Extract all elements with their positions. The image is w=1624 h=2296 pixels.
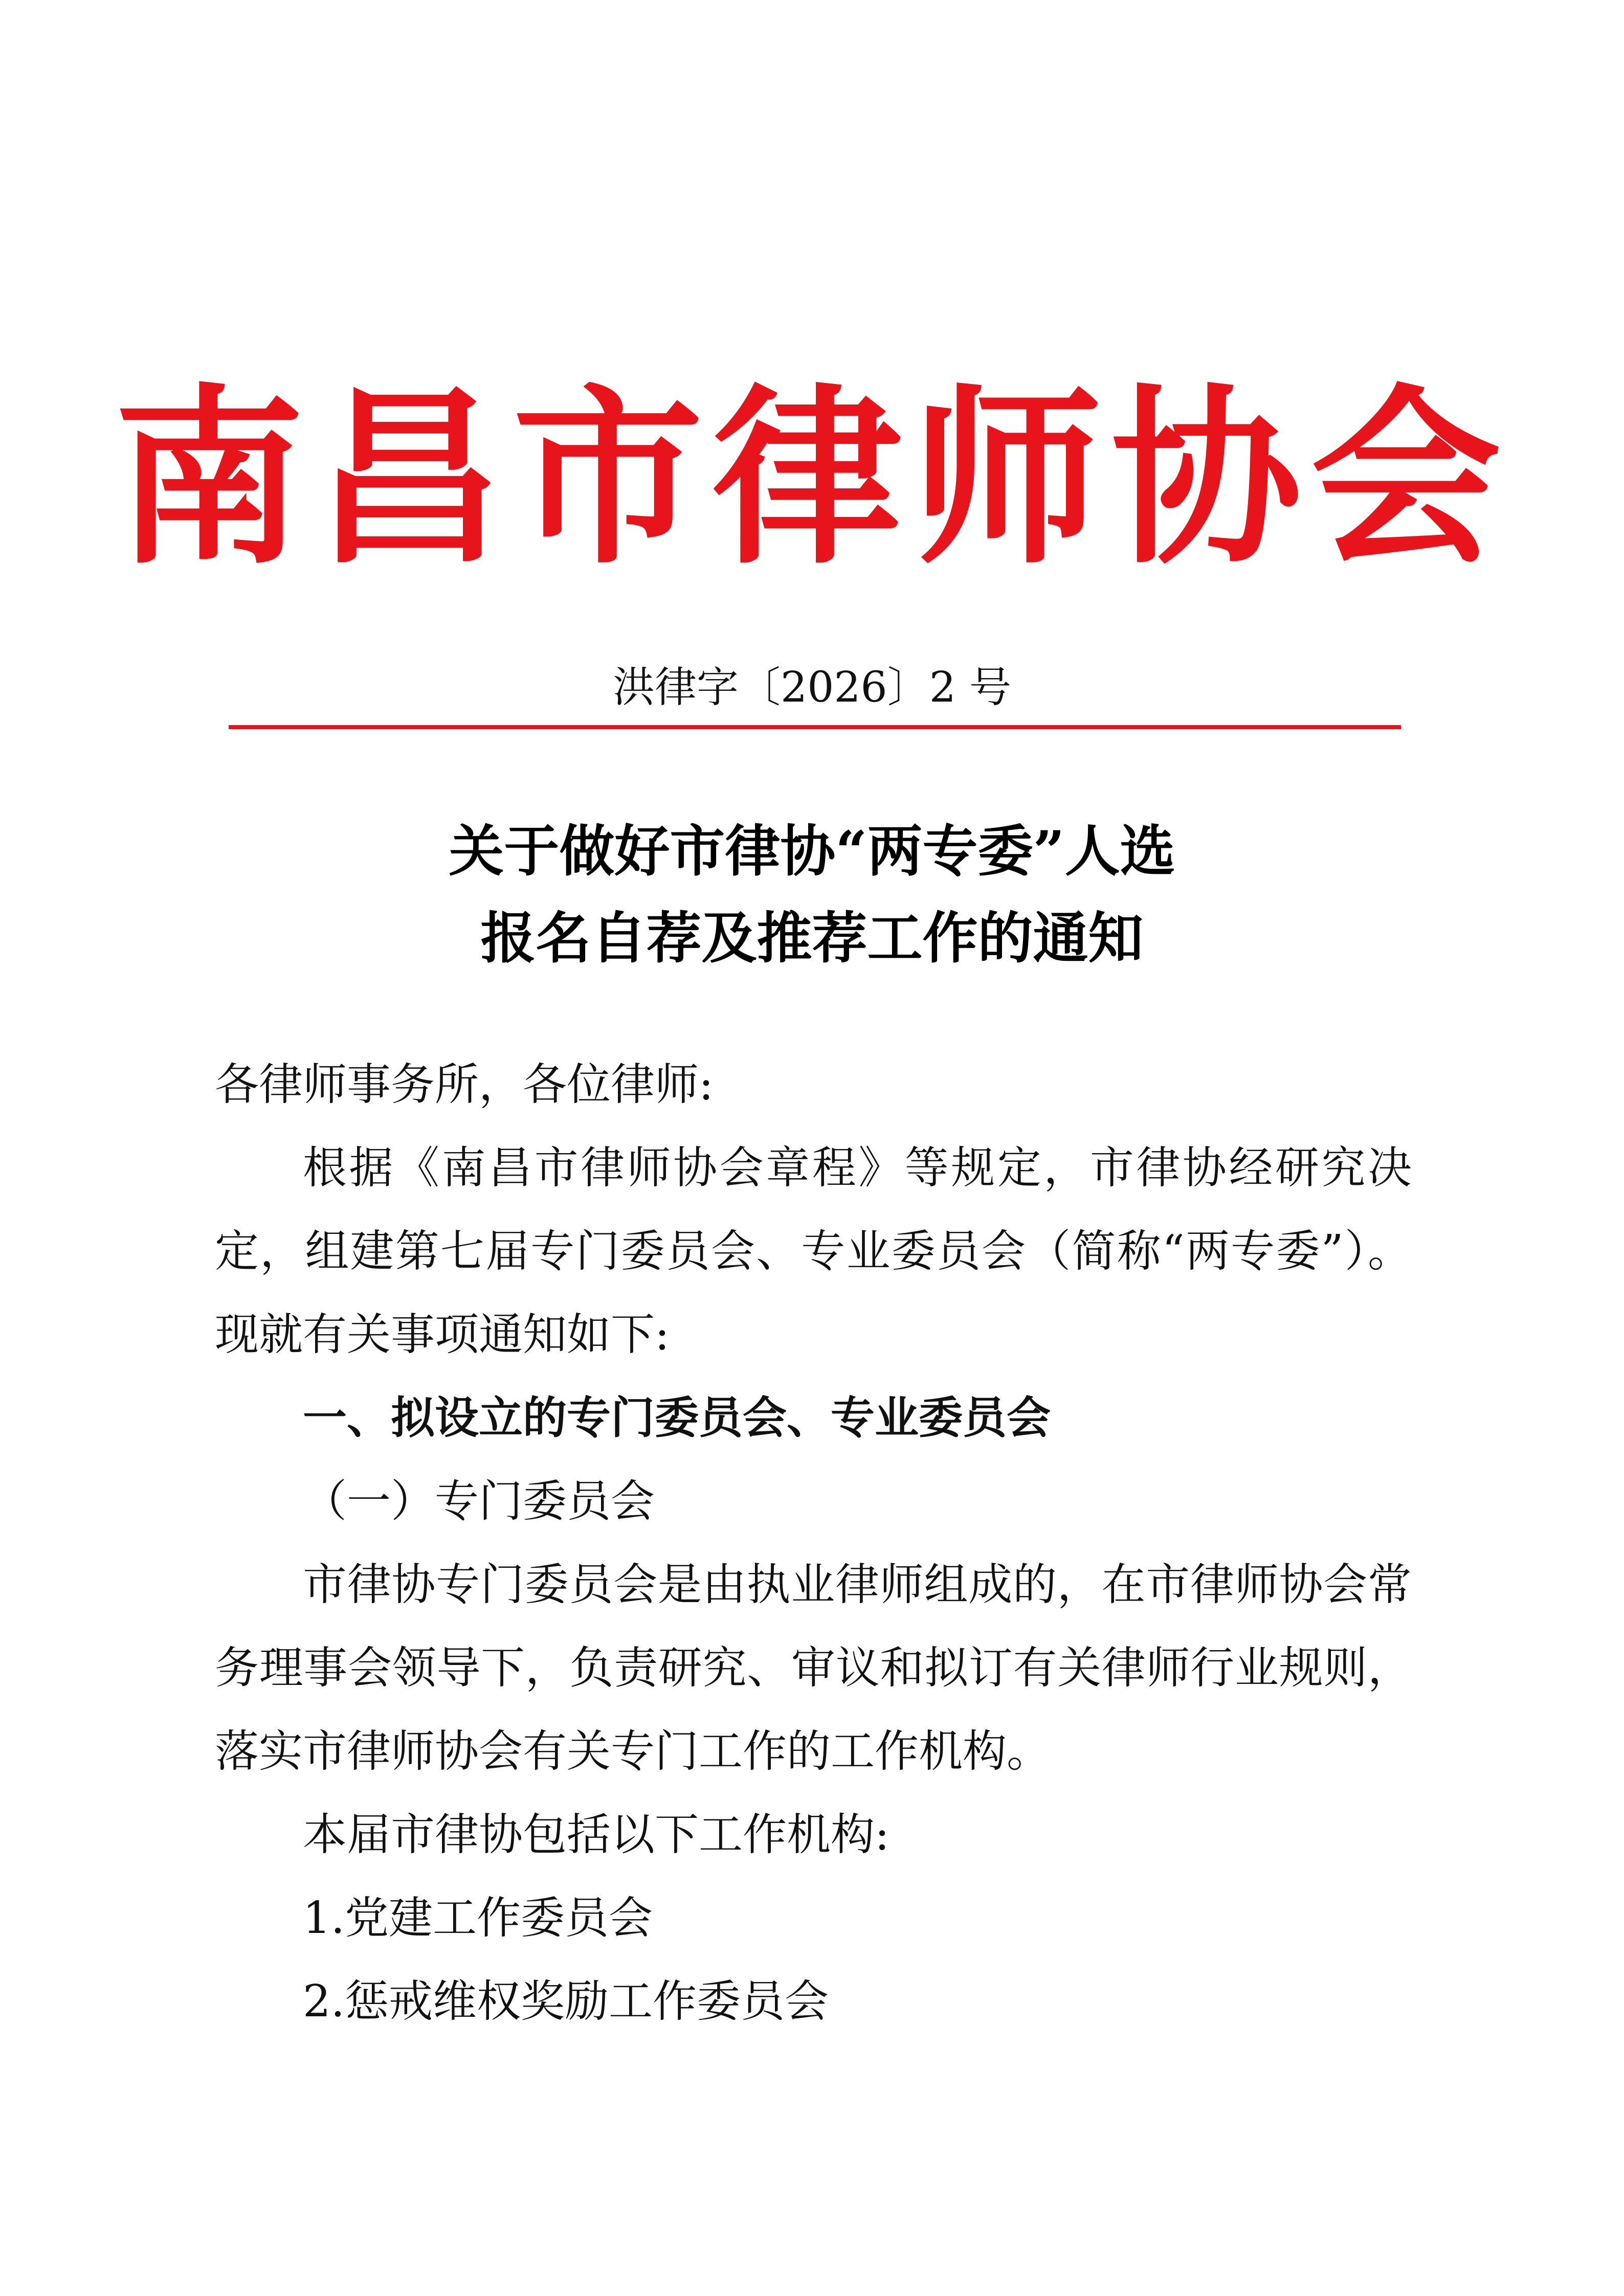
org-masthead: 南昌市律师协会	[114, 366, 1510, 590]
title-line-1: 关于做好市律协“两专委”人选	[449, 819, 1175, 884]
subsection-heading-1: （一）专门委员会	[303, 1476, 655, 1527]
list-item: 2.惩戒维权奖励工作委员会	[303, 1976, 829, 2027]
section-heading-1: 一、拟设立的专门委员会、专业委员会	[303, 1392, 1051, 1444]
subsection-paragraph-1: 市律协专门委员会是由执业律师组成的，在市律师协会常务理事会领导下，负责研究、审议和拟订有关律师行业规则，落实市律师协会有关专门工作的工作机构。	[215, 1559, 1412, 1777]
salutation: 各律师事务所，各位律师:	[215, 1059, 714, 1110]
document-number: 洪律字〔2026〕2 号	[613, 663, 1011, 712]
document-title	[0, 808, 1624, 982]
list-intro: 本届市律协包括以下工作机构:	[303, 1809, 889, 1860]
red-divider-line	[229, 725, 1401, 729]
intro-paragraph: 根据《南昌市律师协会章程》等规定，市律协经研究决定，组建第七届专门委员会、专业委员会（简称“两专委”）。现就有关事项通知如下:	[215, 1142, 1412, 1360]
document-body	[215, 1043, 1412, 2043]
title-line-2: 报名自荐及推荐工作的通知	[480, 906, 1144, 971]
list-item: 1.党建工作委员会	[303, 1893, 653, 1944]
